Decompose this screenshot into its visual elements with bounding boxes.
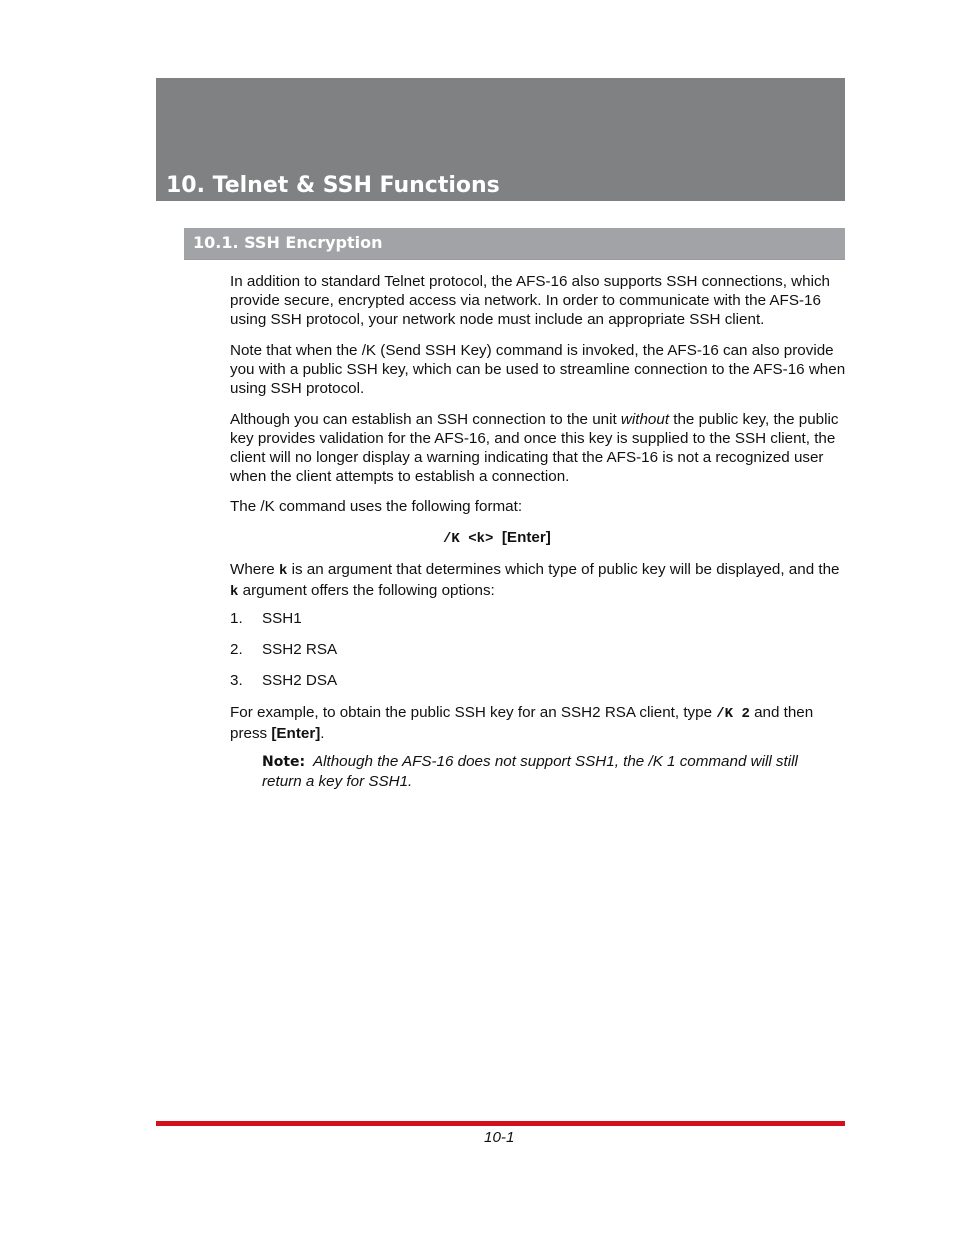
- list-item-label: SSH1: [262, 610, 302, 627]
- note-label: Note:: [262, 754, 306, 770]
- argument-text-c: argument offers the following options:: [238, 582, 495, 599]
- public-key-paragraph: [230, 410, 850, 486]
- example-paragraph: [230, 703, 850, 743]
- emphasis-without: without: [620, 411, 670, 428]
- list-item: [230, 640, 337, 659]
- example-enter-key: [Enter]: [271, 725, 321, 742]
- command-enter-key: [Enter]: [501, 529, 551, 546]
- argument-k-1: k: [278, 563, 288, 579]
- chapter-title: 10. Telnet & SSH Functions: [166, 173, 500, 198]
- ssh-key-paragraph: Note that when the /K (Send SSH Key) command is invoked, the AFS-16 can also provide you with a public SSH key, which can be used to streamline connection to the AFS-16 when using SSH protocol.: [230, 342, 846, 397]
- note-block: [262, 752, 832, 791]
- public-key-text-b: the public key, the public key provides validation for the AFS-16, and once this key is supplied to the SSH client, the client will no longer display a warning indicating that the AFS-16 is not a recognized user when the client attempts to establish a connection.: [230, 411, 839, 485]
- public-key-text-a: Although you can establish an SSH connection to the unit: [230, 411, 621, 428]
- intro-paragraph: In addition to standard Telnet protocol, the AFS-16 also supports SSH connections, which provide secure, encrypted access via network. In order to communicate with the AFS-16 using SSH protocol, your network node must include an appropriate SSH client.: [230, 273, 830, 328]
- list-item: [230, 671, 337, 690]
- chapter-banner: [156, 78, 845, 201]
- example-text-c: .: [320, 725, 325, 742]
- list-item-number: 2.: [230, 641, 243, 658]
- argument-text-a: Where: [230, 561, 279, 578]
- note-text: Although the AFS-16 does not support SSH1, the /K 1 command will still return a key for SSH1.: [262, 753, 798, 790]
- section-title: 10.1. SSH Encryption: [193, 233, 383, 252]
- argument-paragraph: [230, 560, 850, 602]
- command-syntax: [443, 528, 551, 549]
- argument-text-b: is an argument that determines which type of public key will be displayed, and the: [287, 561, 840, 578]
- argument-k-2: k: [230, 584, 239, 600]
- list-item: [230, 609, 302, 628]
- format-intro-paragraph: The /K command uses the following format:: [230, 498, 523, 515]
- list-item-label: SSH2 RSA: [262, 641, 338, 658]
- list-item-label: SSH2 DSA: [262, 672, 338, 689]
- example-command: /K 2: [716, 706, 750, 722]
- section-header-bar: [184, 228, 845, 260]
- example-text-a: For example, to obtain the public SSH key for an SSH2 RSA client, type: [230, 704, 717, 721]
- page-number: 10-1: [484, 1129, 515, 1146]
- example-text-b: and then press: [230, 704, 814, 742]
- command-code: /K <k>: [443, 531, 494, 547]
- list-item-number: 1.: [230, 610, 243, 627]
- footer-rule: [156, 1121, 845, 1126]
- list-item-number: 3.: [230, 672, 243, 689]
